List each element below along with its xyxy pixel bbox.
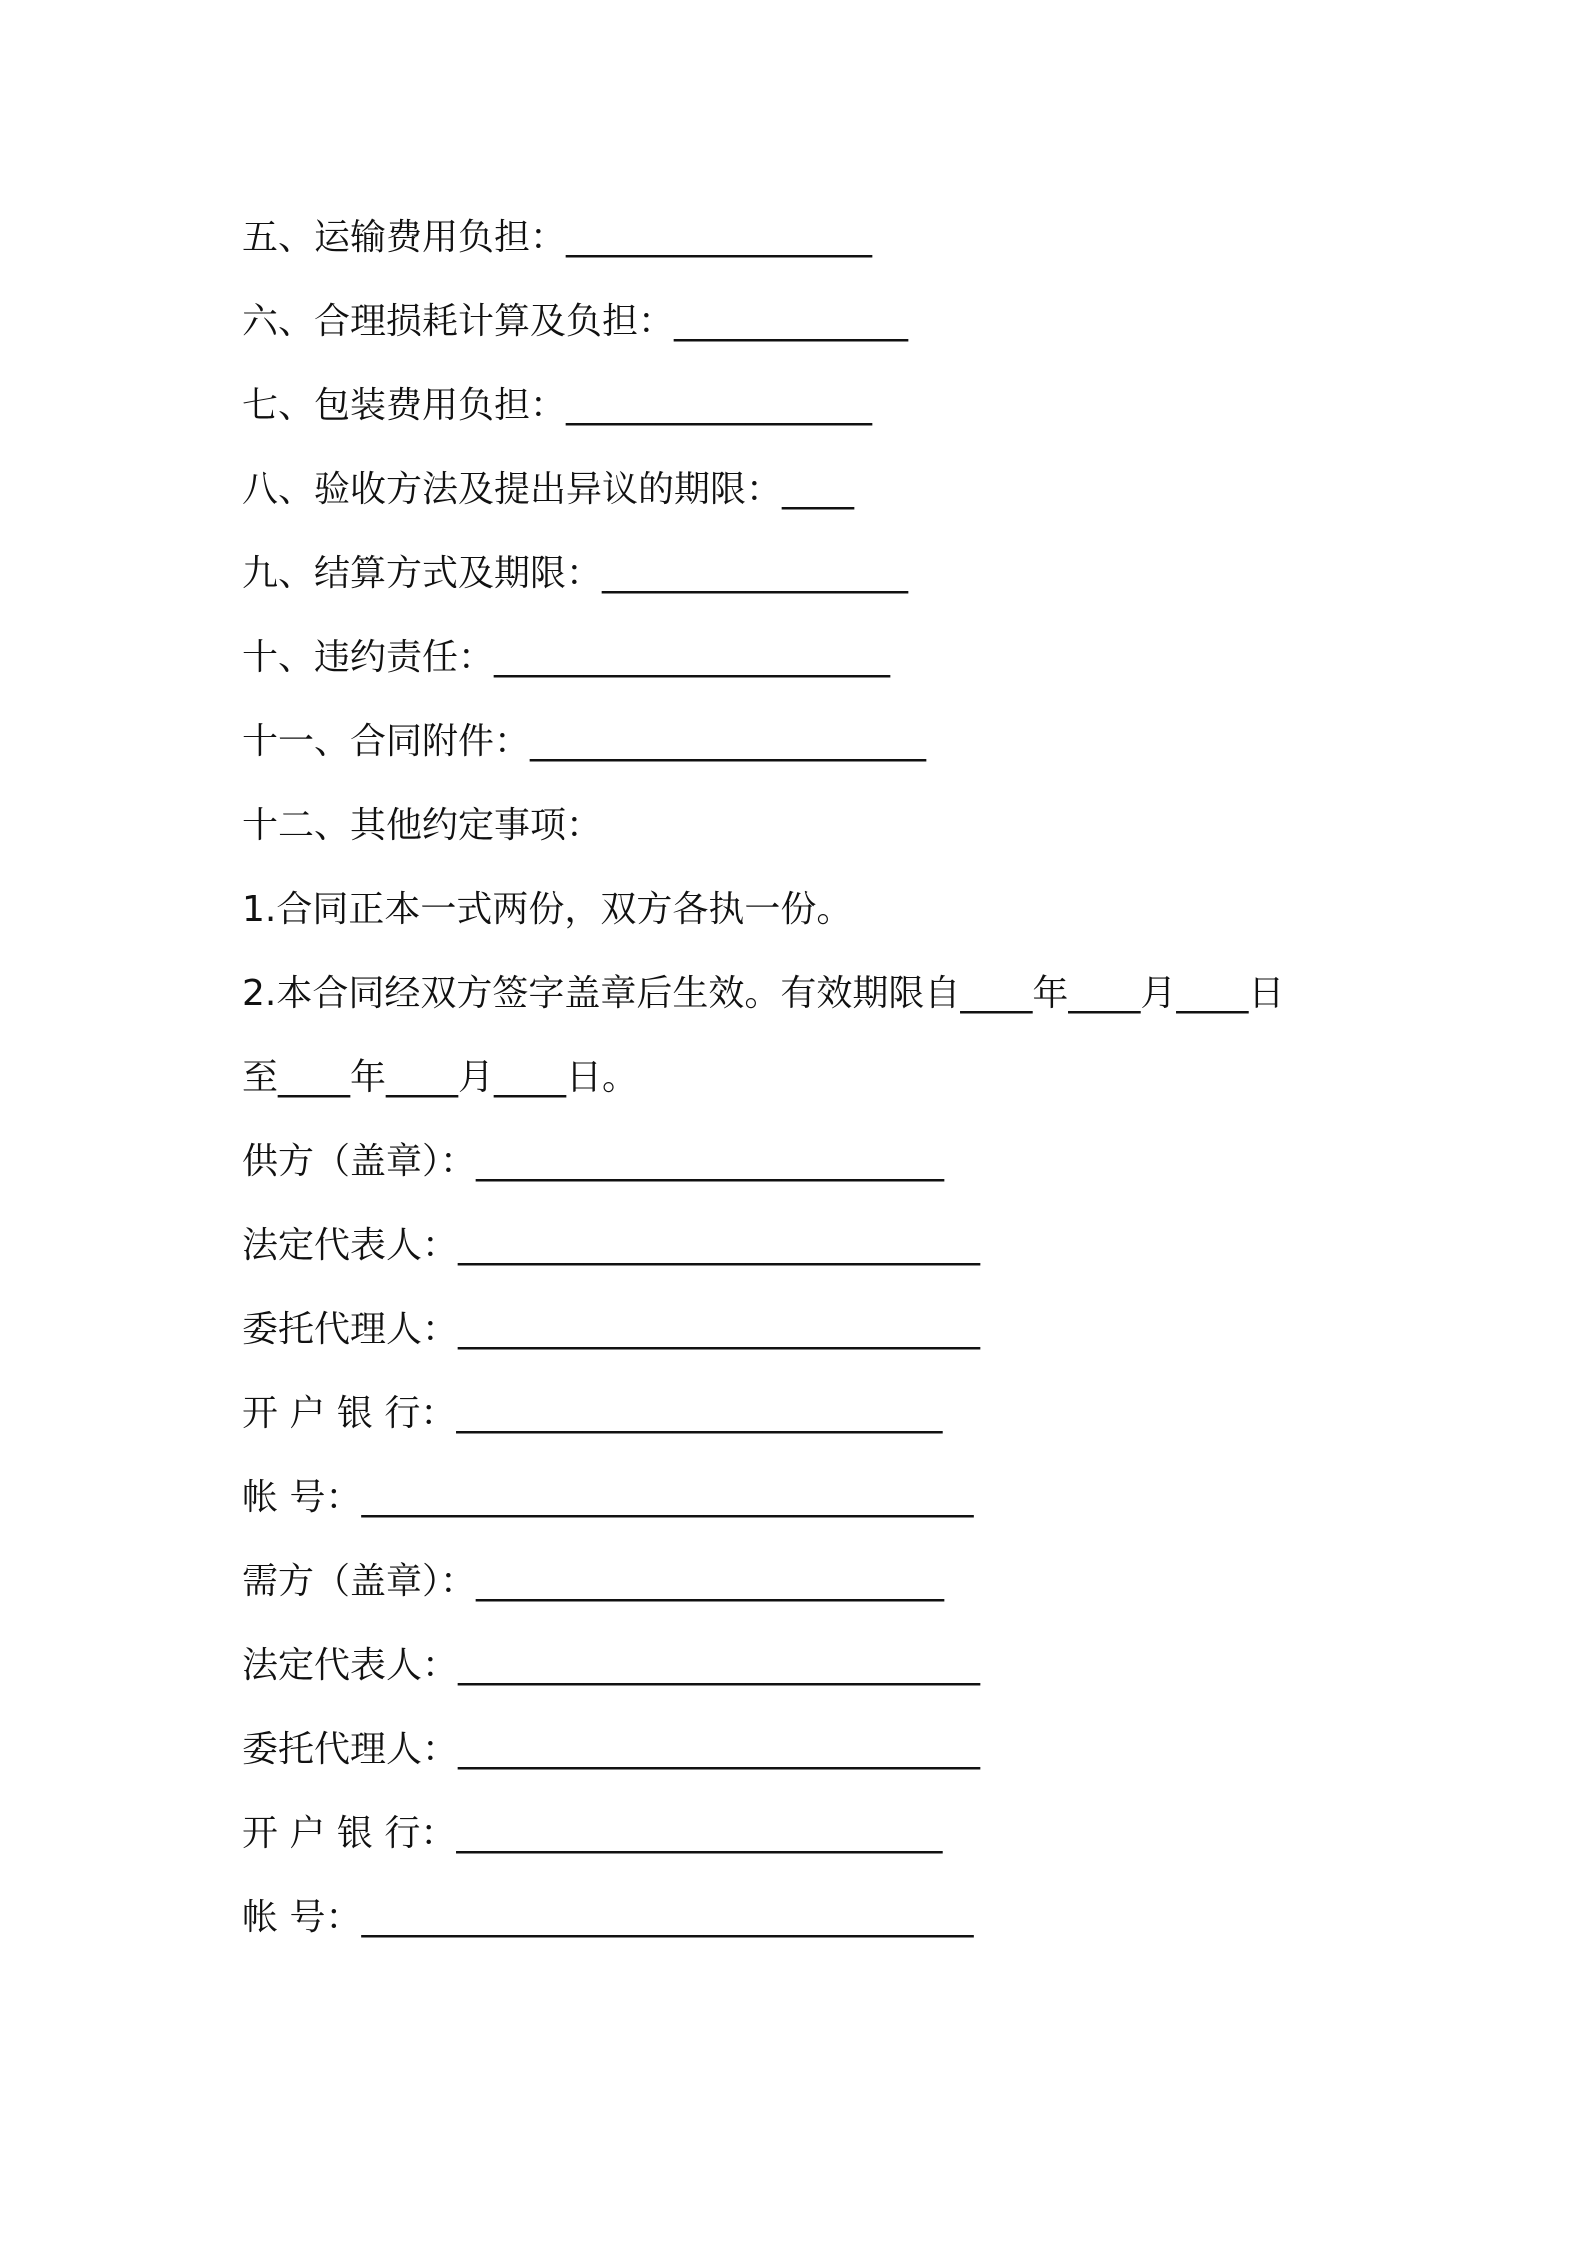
supplier-seal: 供方（盖章）：__________________________ bbox=[242, 1141, 945, 1182]
supplier-bank: 开 户 银 行：___________________________ bbox=[242, 1393, 943, 1434]
supplier-legal-rep: 法定代表人：_____________________________ bbox=[242, 1225, 981, 1266]
clause-8-inspection-method: 八、验收方法及提出异议的期限：____ bbox=[242, 469, 855, 510]
clause-9-settlement-method: 九、结算方式及期限：_________________ bbox=[242, 553, 909, 594]
buyer-legal-rep: 法定代表人：_____________________________ bbox=[242, 1645, 981, 1686]
clause-10-breach-liability: 十、违约责任：______________________ bbox=[242, 637, 891, 678]
other-item-2: 2.本合同经双方签字盖章后生效。有效期限自____年____月____日 bbox=[242, 973, 1285, 1014]
buyer-agent: 委托代理人：_____________________________ bbox=[242, 1729, 981, 1770]
clause-12-other-matters: 十二、其他约定事项： bbox=[242, 805, 603, 846]
clause-5-transport-cost: 五、运输费用负担：_________________ bbox=[242, 217, 873, 258]
other-item-1: 1.合同正本一式两份，双方各执一份。 bbox=[242, 889, 853, 930]
buyer-seal: 需方（盖章）：__________________________ bbox=[242, 1561, 945, 1602]
supplier-agent: 委托代理人：_____________________________ bbox=[242, 1309, 981, 1350]
clause-7-packaging-cost: 七、包装费用负担：_________________ bbox=[242, 385, 873, 426]
buyer-bank: 开 户 银 行：___________________________ bbox=[242, 1813, 943, 1854]
clause-11-attachments: 十一、合同附件：______________________ bbox=[242, 721, 927, 762]
supplier-account: 帐 号：__________________________________ bbox=[242, 1477, 974, 1518]
contract-body bbox=[242, 196, 1392, 1960]
clause-6-loss-calculation: 六、合理损耗计算及负担：_____________ bbox=[242, 301, 909, 342]
other-item-2-continued: 至____年____月____日。 bbox=[242, 1057, 639, 1098]
buyer-account: 帐 号：__________________________________ bbox=[242, 1897, 974, 1938]
